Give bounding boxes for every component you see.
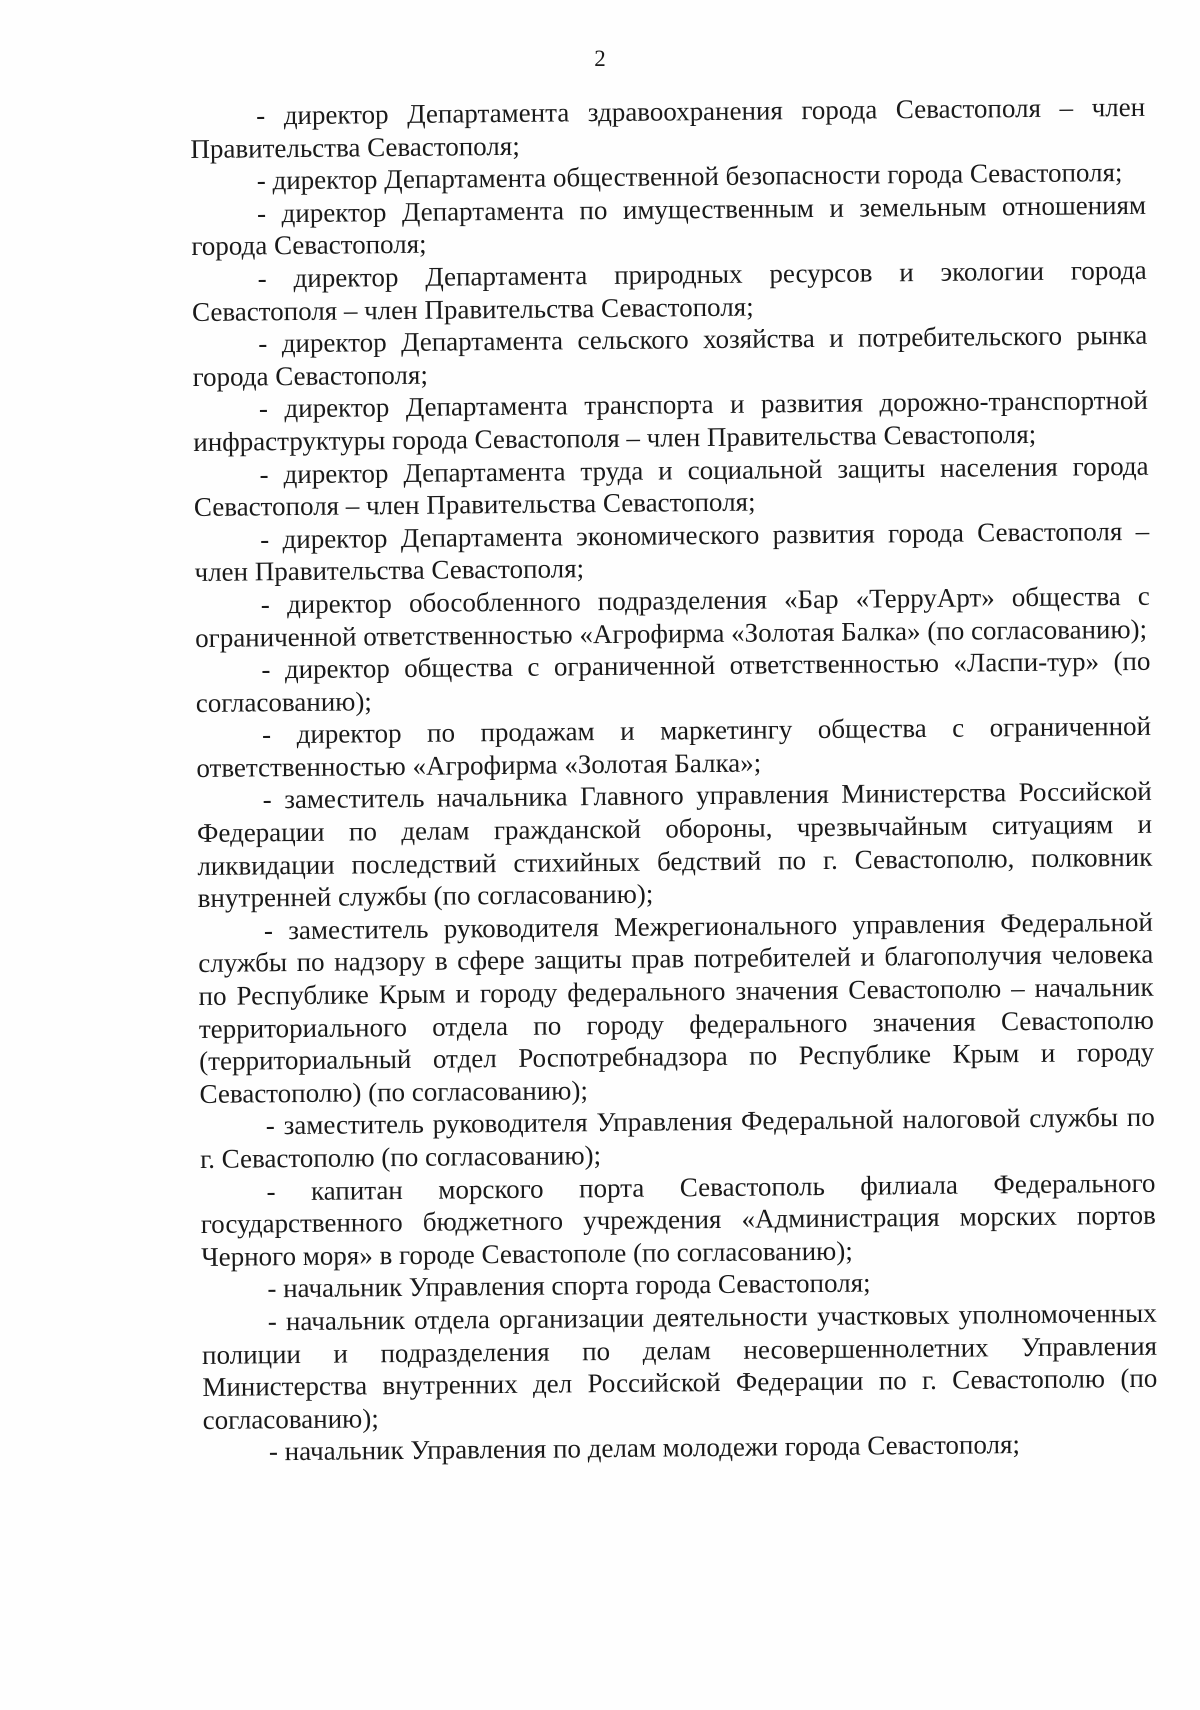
list-item: - директор обособленного подразделения «Бар «ТерруАрт» общества с ограниченной ответственностью «Агрофирма «Золотая Балка» (по согласованию); [195, 580, 1150, 653]
list-item: - директор Департамента экономического развития города Севастополя – член Правительства Севастополя; [194, 515, 1150, 588]
list-item: - директор Департамента здравоохранения города Севастополя – член Правительства Севастополя; [190, 91, 1146, 164]
list-item: - заместитель руководителя Межрегионального управления Федеральной службы по надзору в сфере защиты прав потребителей и благополучия человека по Республике Крым и городу федерального значения Севастополю – начальник территориального отдела по городу федерального значения Севастополю (территориальный отдел Роспотребнадзора по Республике Крым и городу Севастополю) (по согласованию); [198, 906, 1155, 1109]
member-list [190, 91, 1158, 1469]
page-number: 2 [594, 46, 606, 71]
list-item: - заместитель начальника Главного управления Министерства Российской Федерации по делам гражданской обороны, чрезвычайным ситуациям и ликвидации последствий стихийных бедствий по г. Севастополю, полковник внутренней службы (по согласованию); [196, 776, 1153, 914]
list-item: - начальник Управления спорта города Севастополя; [267, 1267, 871, 1304]
list-item: - директор Департамента природных ресурсов и экологии города Севастополя – член Правительства Севастополя; [191, 254, 1147, 327]
list-item: - капитан морского порта Севастополь филиала Федерального государственного бюджетного учреждения «Администрация морских портов Черного моря» в городе Севастополе (по согласованию); [200, 1167, 1156, 1272]
list-item: - заместитель руководителя Управления Федеральной налоговой службы по г. Севастополю (по согласованию); [200, 1102, 1155, 1174]
list-item: - директор Департамента по имущественным и земельным отношениям города Севастополя; [191, 189, 1147, 262]
list-item: - директор общества с ограниченной ответственностью «Ласпи-тур» (по согласованию); [195, 645, 1151, 718]
list-item: - директор Департамента транспорта и развития дорожно-транспортной инфраструктуры города Севастополя – член Правительства Севастополя; [193, 385, 1149, 457]
list-item: - начальник Управления по делам молодежи города Севастополя; [268, 1429, 1021, 1467]
list-item: - директор по продажам и маркетингу общества с ограниченной ответственностью «Агрофирма «Золотая Балка»; [196, 711, 1152, 783]
list-item: - начальник отдела организации деятельности участковых уполномоченных полиции и подразделения по делам несовершеннолетних Управления Министерства внутренних дел Российской Федерации по г. Севастополю (по согласованию); [201, 1297, 1158, 1435]
list-item: - директор Департамента сельского хозяйства и потребительского рынка города Севастополя; [192, 319, 1148, 392]
list-item: - директор Департамента труда и социальной защиты населения города Севастополя – член Правительства Севастополя; [193, 450, 1149, 523]
list-item: - директор Департамента общественной безопасности города Севастополя; [256, 157, 1123, 196]
